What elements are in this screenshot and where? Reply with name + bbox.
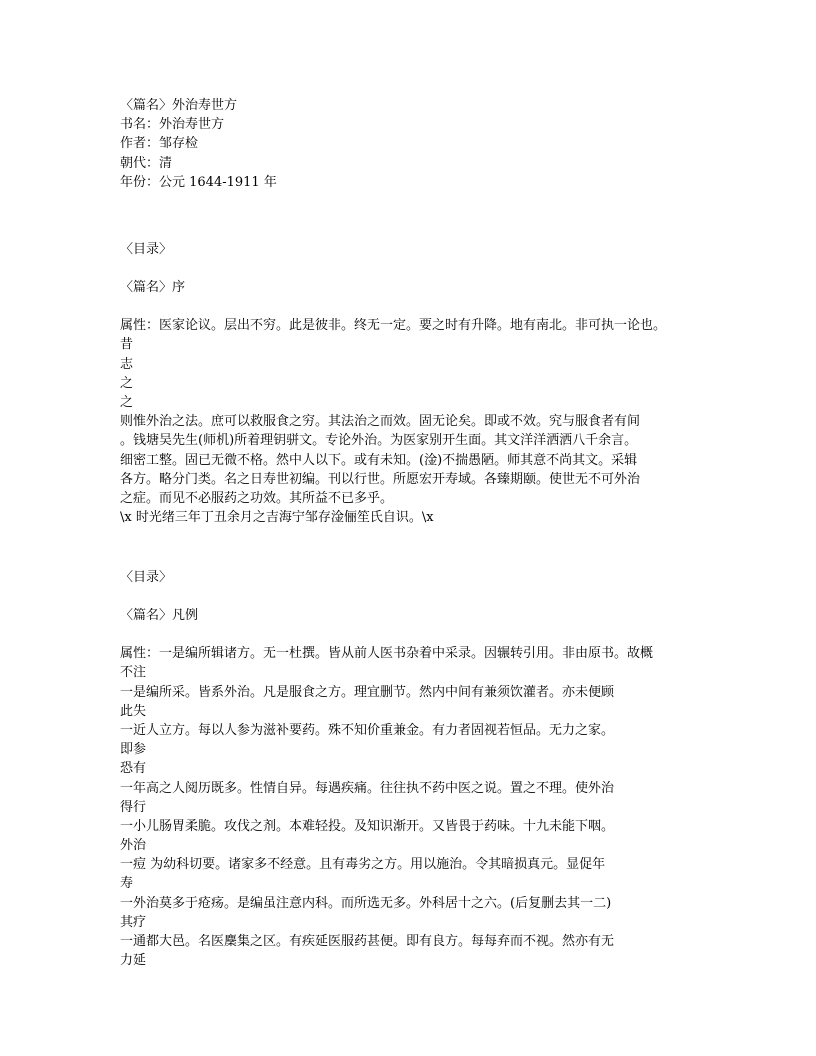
meta-line-dynasty: 朝代：清 — [120, 155, 173, 171]
text-line: 此失 — [120, 703, 147, 719]
text-line: 不注 — [120, 665, 147, 681]
text-line: 一是编所采。皆系外治。凡是服食之方。理宜删节。然内中间有兼须饮灌者。亦未便顾 — [120, 684, 615, 700]
text-line: 昔 — [120, 337, 134, 353]
text-line: 细密工整。固已无微不格。然中人以下。或有未知。(淦)不揣愚陋。师其意不尚其文。采辑 — [120, 452, 638, 468]
book-metadata — [120, 96, 720, 192]
toc-label: 〈目录〉 — [120, 570, 173, 585]
meta-line-book: 书名：外治寿世方 — [120, 117, 225, 133]
text-line: 寿 — [120, 876, 134, 892]
text-line: 则惟外治之法。庶可以救服食之穷。其法治之而效。固无论矣。即或不效。究与服食者有间 — [120, 414, 641, 430]
toc-marker — [120, 240, 720, 259]
text-line: 一近人立方。每以人参为滋补要药。殊不知价重兼金。有力者固视若恒品。无力之家。 — [120, 722, 615, 738]
text-line: 之 — [120, 375, 134, 391]
toc-label: 〈目录〉 — [120, 242, 173, 257]
signature-line: \x 时光绪三年丁丑余月之吉海宁邹存淦俪笙氏自识。\x — [120, 510, 434, 526]
text-line: 得行 — [120, 799, 147, 815]
text-line: 力延 — [120, 953, 147, 969]
spacer — [120, 625, 720, 644]
text-line: 一外治莫多于疮疡。是编虽注意内科。而所选无多。外科居十之六。(后复删去其一二) — [120, 895, 612, 911]
text-line: 恐有 — [120, 761, 147, 777]
meta-line-year: 年份：公元 1644-1911 年 — [120, 174, 277, 190]
section-title: 〈篇名〉序 — [120, 280, 186, 295]
text-line: 之症。而见不必服药之功效。其所益不已多乎。 — [120, 490, 394, 506]
meta-line-title: 〈篇名〉外治寿世方 — [120, 98, 238, 113]
spacer — [120, 297, 720, 316]
text-line: 一通都大邑。名医麇集之区。有疾延医服药甚便。即有良方。每每弃而不视。然亦有无 — [120, 934, 615, 949]
text-line: 属性：医家论议。层出不穷。此是彼非。终无一定。要之时有升降。地有南北。非可执一论也。 — [120, 318, 667, 334]
section-preface — [120, 278, 720, 527]
text-line: 即参 — [120, 742, 147, 758]
text-line: 一痘 为幼科切要。诸家多不经意。且有毒劣之方。用以施治。令其暗损真元。显促年 — [120, 857, 606, 873]
text-line: 一年高之人阅历既多。性情自异。每遇疾痛。往往执不药中医之说。置之不理。使外治 — [120, 780, 615, 796]
section-fanli — [120, 606, 720, 970]
text-line: 。钱塘吴先生(师机)所着理钥骈文。专论外治。为医家别开生面。其文洋洋洒洒八千余言。 — [120, 433, 638, 449]
text-line: 其疗 — [120, 914, 147, 930]
toc-marker — [120, 568, 720, 587]
text-line: 一小儿肠胃柔脆。攻伐之剂。本难轻投。及知识渐开。又皆畏于药味。十九未能下咽。 — [120, 818, 615, 834]
meta-line-author: 作者：邹存检 — [120, 136, 199, 152]
text-line: 各方。略分门类。名之日寿世初编。刊以行世。所愿宏开寿域。各臻期颐。使世无不可外治 — [120, 471, 641, 487]
section-title: 〈篇名〉凡例 — [120, 608, 199, 623]
text-line: 之 — [120, 394, 134, 410]
text-line: 属性：一是编所辑诸方。无一杜撰。皆从前人医书杂着中采录。因辗转引用。非由原书。故概 — [120, 646, 654, 662]
text-line: 志 — [120, 356, 134, 372]
text-line: 外治 — [120, 838, 147, 854]
